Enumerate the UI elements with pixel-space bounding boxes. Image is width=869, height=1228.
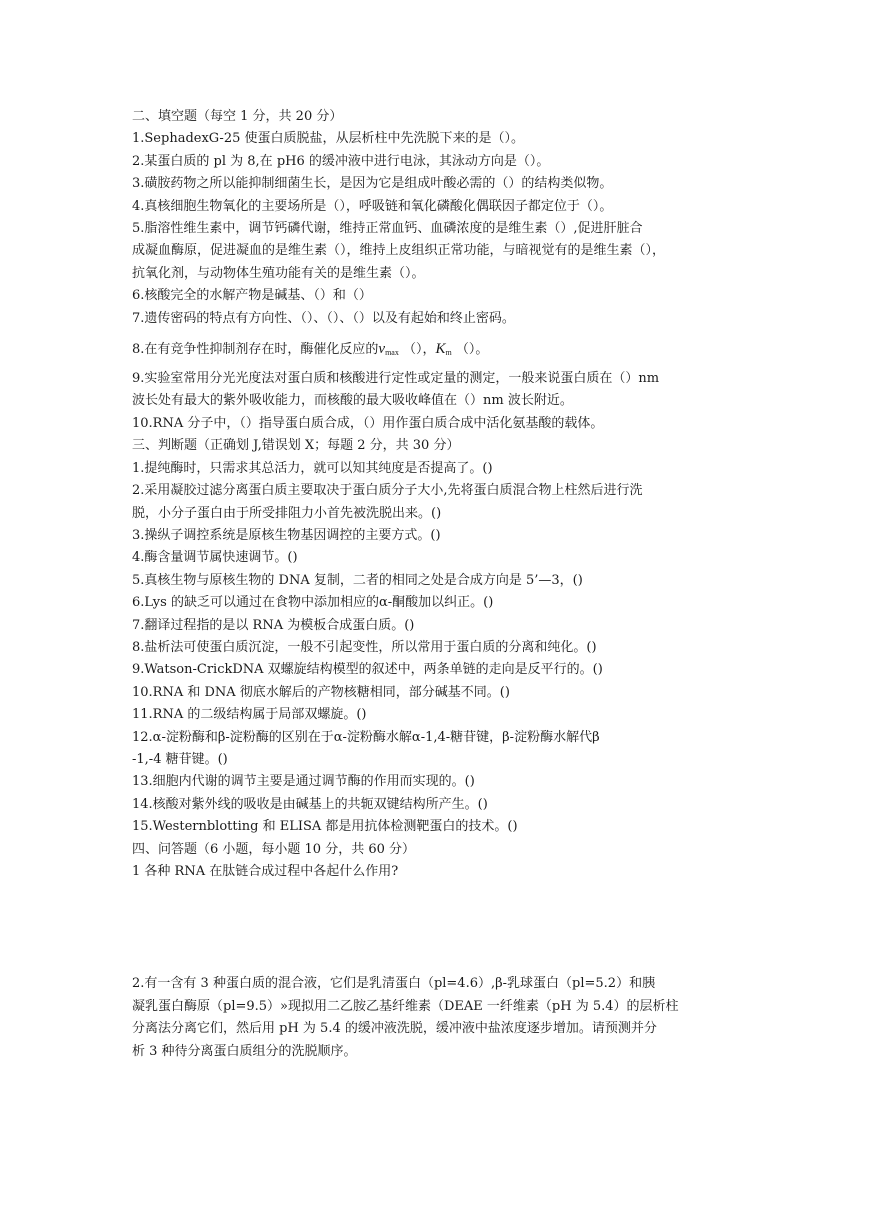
tf-question-9: 9.Watson-CrickDNA 双螺旋结构模型的叙述中，两条单链的走向是反平行的。() [132,662,603,678]
tf-question-3: 3.操纵子调控系统是原核生物基因调控的主要方式。() [132,527,441,543]
tf-question-10: 10.RNA 和 DNA 彻底水解后的产物核糖相同，部分碱基不同。() [132,684,510,700]
fill-in-question-4: 4.真核细胞生物氧化的主要场所是（），呼吸链和氧化磷酸化偶联因子都定位于（）。 [132,198,613,214]
fill-in-question-6: 6.核酸完全的水解产物是碱基、（）和（） [132,288,372,304]
fill-in-question-5-line-3: 抗氧化剂，与动物体生殖功能有关的是维生素（）。 [132,265,425,281]
essay-question-2-line-1: 2.有一含有 3 种蛋白质的混合液，它们是乳清蛋白（pl=4.6）,β-乳球蛋白（pl=5.2）和胰 [132,976,656,992]
essay-question-2-line-2: 凝乳蛋白酶原（pl=9.5）»现拟用二乙胺乙基纤维素（DEAE 一纤维素（pH 为 5.4）的层析柱 [132,998,679,1014]
km-symbol: $K_m$ [435,341,452,358]
tf-question-13: 13.细胞内代谢的调节主要是通过调节酶的作用而实现的。() [132,774,475,790]
tf-question-12-line-1: 12.α-淀粉酶和β-淀粉酶的区别在于α-淀粉酶水解α-1,4-糖苷键，β-淀粉酶水解代β [132,729,600,745]
fill-in-question-2: 2.某蛋白质的 pl 为 8,在 pH6 的缓冲液中进行电泳，其泳动方向是（）。 [132,153,550,169]
fill-in-question-9-line-2: 波长处有最大的紫外吸收能力，而核酸的最大吸收峰值在（）nm 波长附近。 [132,393,573,409]
tf-question-5: 5.真核生物与原核生物的 DNA 复制，二者的相同之处是合成方向是 5’—3，() [132,572,583,588]
q8-text-a: 8.在有竞争性抑制剂存在时，酶催化反应的 [132,342,379,358]
fill-in-question-5-line-1: 5.脂溶性维生素中，调节钙磷代谢，维持正常血钙、血磷浓度的是维生素（）,促进肝脏合 [132,221,643,237]
fill-in-question-1: 1.SephadexG-25 使蛋白质脱盐，从层析柱中先洗脱下来的是（）。 [132,131,524,147]
answer-space [132,883,742,973]
fill-in-question-7: 7.遗传密码的特点有方向性、（）、（）、（）以及有起始和终止密码。 [132,310,515,326]
essay-question-2-line-3: 分离法分离它们，然后用 pH 为 5.4 的缓冲液洗脱，缓冲液中盐浓度逐步增加。请预测并分 [132,1021,657,1037]
section-title-essay: 四、问答题（6 小题，每小题 10 分，共 60 分） [132,841,416,857]
tf-question-12-line-2: -1,-4 糖苷键。() [132,751,228,767]
tf-question-11: 11.RNA 的二级结构属于局部双螺旋。() [132,707,367,723]
fill-in-question-5-line-2: 成凝血酶原，促进凝血的是维生素（），维持上皮组织正常功能，与暗视觉有的是维生素（）， [132,243,666,259]
tf-question-14: 14.核酸对紫外线的吸收是由碱基上的共轭双键结构所产生。() [132,796,488,812]
tf-question-1: 1.提纯酶时，只需求其总活力，就可以知其纯度是否提高了。() [132,460,493,476]
fill-in-question-3: 3.磺胺药物之所以能抑制细菌生长，是因为它是组成叶酸必需的（）的结构类似物。 [132,176,613,192]
vmax-symbol: $v_{max}$ [378,341,399,358]
essay-question-2-line-4: 析 3 种待分离蛋白质组分的洗脱顺序。 [132,1043,357,1059]
tf-question-15: 15.Westernblotting 和 ELISA 都是用抗体检测靶蛋白的技术。() [132,819,518,835]
fill-in-question-8 [132,330,742,368]
essay-question-1: 1 各种 RNA 在肽链合成过程中各起什么作用? [132,864,399,879]
tf-question-8: 8.盐析法可使蛋白质沉淀，一般不引起变性，所以常用于蛋白质的分离和纯化。() [132,639,597,655]
section-title-fill-in: 二、填空题（每空 1 分，共 20 分） [132,109,343,124]
tf-question-6: 6.Lys 的缺乏可以通过在食物中添加相应的α-酮酸加以纠正。() [132,595,494,611]
tf-question-4: 4.酶含量调节属快速调节。() [132,550,298,566]
q8-text-b: （）， [403,342,436,358]
tf-question-2-line-1: 2.采用凝胶过滤分离蛋白质主要取决于蛋白质分子大小,先将蛋白质混合物上柱然后进行洗 [132,483,643,499]
tf-question-7: 7.翻译过程指的是以 RNA 为模板合成蛋白质。() [132,617,415,633]
section-title-true-false: 三、判断题（正确划 J,错误划 X；每题 2 分，共 30 分） [132,438,460,454]
tf-question-2-line-2: 脱，小分子蛋白由于所受排阻力小首先被洗脱出来。() [132,505,442,521]
fill-in-question-9-line-1: 9.实验室常用分光光度法对蛋白质和核酸进行定性或定量的测定，一般来说蛋白质在（）nm [132,371,660,387]
fill-in-question-10: 10.RNA 分子中，（）指导蛋白质合成，（）用作蛋白质合成中活化氨基酸的载体。 [132,415,604,431]
q8-text-c: （）。 [455,342,489,358]
exam-page [132,106,742,1063]
